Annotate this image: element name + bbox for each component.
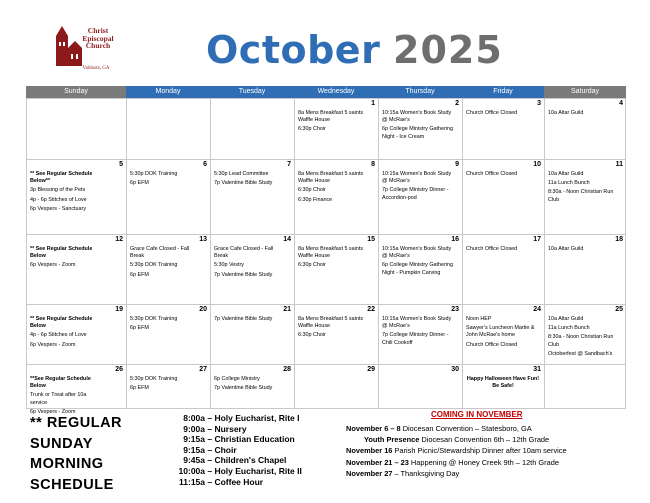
schedule-event: – Coffee Hour: [205, 476, 264, 487]
day-events: [30, 171, 104, 215]
day-number: 28: [283, 366, 291, 373]
coming-date: Youth Presence: [364, 435, 422, 445]
logo-line-2: Episcopal: [82, 33, 114, 43]
weekday-header-thursday: Thursday: [378, 86, 462, 98]
calendar-event: 4p - 6p Stitches of Love: [30, 196, 87, 203]
schedule-time: 11:15a: [179, 476, 205, 487]
day-events: [130, 376, 204, 394]
calendar-day-cell: [210, 364, 294, 408]
day-events: [130, 171, 204, 189]
calendar-day-cell: [294, 364, 378, 408]
calendar-day-cell: [126, 304, 210, 364]
coming-date: November 27: [346, 468, 395, 478]
calendar-event: 6p EFM: [130, 271, 149, 278]
calendar-day-cell: [294, 98, 378, 159]
calendar-day-cell: [210, 234, 294, 304]
calendar-day-cell: [462, 304, 544, 364]
day-number: 25: [615, 306, 623, 313]
day-number: 13: [199, 236, 207, 243]
day-events: [548, 246, 622, 255]
day-events: [548, 316, 622, 360]
calendar-event: 10a Altar Guild: [548, 316, 584, 322]
day-number: 14: [283, 236, 291, 243]
day-events: [30, 246, 104, 272]
coming-item: [346, 423, 567, 434]
day-number: 29: [367, 366, 375, 373]
day-events: [548, 171, 622, 206]
schedule-item: [162, 413, 302, 424]
day-number: 30: [451, 366, 459, 373]
schedule-item: [162, 477, 302, 488]
day-number: 31: [533, 366, 541, 373]
day-events: [382, 246, 456, 279]
calendar-day-cell: [126, 159, 210, 234]
month-title: October: [206, 28, 381, 72]
day-number: 15: [367, 236, 375, 243]
logo-line-1: Christ: [87, 26, 109, 35]
day-events: [214, 376, 288, 394]
calendar-event: 6p EFM: [130, 180, 149, 187]
logo-name: [68, 27, 128, 50]
schedule-item: [162, 445, 302, 456]
calendar-event: 6:30p Choir: [298, 332, 326, 339]
coming-date: November 21 – 23: [346, 457, 411, 467]
calendar-day-cell: [26, 364, 126, 415]
day-number: 26: [115, 366, 123, 373]
day-events: [30, 376, 104, 418]
calendar-day-cell: [544, 159, 626, 234]
calendar-event: 6p Vespers - Sanctuary: [30, 205, 87, 212]
calendar-event: 6p EFM: [130, 325, 149, 332]
calendar-event: 7p Valentine Bible Study: [214, 385, 273, 392]
day-number: 17: [533, 236, 541, 243]
calendar-event: Grace Cafe Closed - Fall Break: [130, 246, 190, 260]
calendar-day-cell: [544, 364, 626, 408]
coming-text: Diocesan Convention 6th – 12th Grade: [421, 435, 550, 445]
calendar-day-cell: [294, 304, 378, 364]
day-events: [298, 110, 372, 136]
day-number: 24: [533, 306, 541, 313]
calendar-event: Grace Cafe Closed - Fall Break: [214, 246, 274, 260]
regular-schedule-title: [30, 413, 122, 495]
schedule-event: – Christian Education: [205, 434, 295, 445]
day-number: 10: [533, 161, 541, 168]
calendar-event: 6:30p Choir: [298, 262, 326, 269]
coming-date: November 6 – 8: [346, 424, 403, 433]
calendar-event: 7p College Ministry Dinner - Chili Cookoff: [382, 332, 449, 346]
calendar-day-cell: [462, 98, 544, 159]
regular-schedule-title-line: MORNING: [30, 456, 104, 472]
schedule-event: – Holy Eucharist, Rite I: [205, 413, 300, 423]
calendar-event: 6:30p Finance: [298, 196, 333, 203]
day-number: 6: [203, 161, 207, 168]
calendar-event: 10a Altar Guild: [548, 246, 584, 252]
calendar-day-cell: [462, 234, 544, 304]
schedule-time: 9:00a: [183, 423, 205, 434]
calendar-day-cell: [378, 234, 462, 304]
grid-line: [26, 408, 626, 409]
calendar-day-cell: [378, 98, 462, 159]
calendar-event: 11a Lunch Bunch: [548, 180, 590, 187]
calendar-event: Church Office Closed: [466, 110, 518, 116]
calendar-event: ** See Regular Schedule Below: [30, 246, 93, 260]
day-events: [382, 171, 456, 204]
coming-title: COMING IN NOVEMBER: [431, 410, 523, 419]
calendar-day-cell: [210, 159, 294, 234]
calendar-event: 7p Valentine Bible Study: [214, 271, 273, 278]
day-number: 8: [371, 161, 375, 168]
day-events: [298, 316, 372, 342]
schedule-time: 9:15a: [183, 444, 205, 455]
calendar-event: 8a Mens Breakfast 5 saints Waffle House: [298, 110, 364, 124]
calendar-event: Church Office Closed: [466, 246, 518, 252]
calendar-event: 5:30p DOK Training: [130, 316, 178, 322]
calendar-day-cell: [26, 234, 126, 304]
calendar-day-cell: [210, 98, 294, 159]
calendar-day-cell: [544, 304, 626, 364]
weekday-header-friday: Friday: [462, 86, 544, 98]
day-number: 4: [619, 100, 623, 107]
calendar-day-cell: [378, 159, 462, 234]
year-title: 2025: [393, 28, 503, 72]
calendar-day-cell: [26, 304, 126, 364]
schedule-event: – Holy Eucharist, Rite II: [205, 465, 302, 476]
schedule-event: – Children's Chapel: [205, 455, 287, 466]
calendar-day-cell: [378, 304, 462, 364]
calendar-event: Trunk or Treat after 10a service: [30, 392, 87, 406]
calendar-event: 5:30p Lead Committee: [214, 171, 269, 177]
calendar-day-cell: [126, 364, 210, 408]
calendar-event: 6p EFM: [130, 385, 149, 392]
day-number: 2: [455, 100, 459, 107]
calendar-day-cell: [294, 159, 378, 234]
day-number: 21: [283, 306, 291, 313]
schedule-time: 10:00a: [178, 465, 205, 476]
calendar-event: 8a Mens Breakfast 5 saints Waffle House: [298, 171, 364, 185]
calendar-day-cell: [26, 159, 126, 234]
day-events: [298, 246, 372, 272]
coming-item: [346, 445, 567, 456]
day-number: 22: [367, 306, 375, 313]
calendar-event: Church Office Closed: [466, 341, 518, 348]
day-events: [466, 376, 540, 392]
schedule-item: [162, 424, 302, 435]
day-events: [298, 171, 372, 206]
calendar-event: 7p College Ministry Dinner - Accordion-pod: [382, 187, 449, 201]
calendar-event: 6p College Ministry Gathering Night - Ice Cream: [382, 126, 454, 140]
calendar-day-cell: [26, 98, 126, 159]
day-events: [548, 110, 622, 119]
calendar-event: 5:30p DOK Training: [130, 171, 178, 177]
calendar-event: 6:30p Choir: [298, 187, 326, 194]
calendar-event: Church Office Closed: [466, 171, 518, 177]
calendar-day-cell: [544, 98, 626, 159]
calendar-event: 7p Valentine Bible Study: [214, 180, 273, 187]
schedule-event: – Nursery: [205, 423, 247, 434]
day-events: [466, 316, 540, 351]
calendar-day-cell: [462, 159, 544, 234]
calendar-event: Octoberfest @ Sandbach's: [548, 350, 613, 357]
calendar-event: Sawyer's Luncheon Martie & John McRae's home: [466, 325, 535, 339]
day-number: 11: [615, 161, 623, 168]
coming-date: November 16: [346, 446, 395, 456]
calendar-event: 10:15a Women's Book Study @ McRae's: [382, 316, 452, 330]
day-events: [214, 316, 288, 325]
calendar-event: 10:15a Women's Book Study @ McRae's: [382, 110, 452, 124]
calendar-event: 10a Altar Guild: [548, 171, 584, 177]
schedule-item: [162, 455, 302, 466]
regular-schedule-title-line: SUNDAY: [30, 435, 93, 452]
calendar-event: ** See Regular Schedule Below**: [30, 171, 93, 185]
regular-schedule-title-line: SCHEDULE: [30, 476, 114, 493]
schedule-time: 8:00a: [183, 413, 205, 423]
day-events: [466, 246, 540, 255]
day-number: 7: [287, 161, 291, 168]
coming-item: [346, 434, 567, 445]
day-events: [382, 316, 456, 349]
day-number: 16: [451, 236, 459, 243]
coming-item: [346, 468, 567, 479]
calendar-event: 8:30a - Noon Christian Run Club: [548, 334, 614, 348]
calendar-event: 11a Lunch Bunch: [548, 325, 590, 332]
calendar-day-cell: [544, 234, 626, 304]
calendar-event: 6p College Ministry: [214, 376, 260, 382]
calendar-day-cell: [294, 234, 378, 304]
day-number: 9: [455, 161, 459, 168]
calendar-event: 3p Blessing of the Pets: [30, 187, 86, 194]
day-events: [130, 316, 204, 334]
day-number: 23: [451, 306, 459, 313]
regular-schedule-title-line: ** REGULAR: [30, 415, 123, 431]
logo-line-3: Church: [85, 41, 111, 50]
calendar-event: 10:15a Women's Book Study @ McRae's: [382, 246, 452, 260]
day-events: [466, 171, 540, 180]
schedule-time: 9:15a: [183, 434, 205, 445]
day-events: [30, 316, 104, 351]
day-events: [130, 246, 204, 281]
logo-location: Valdosta, GA: [82, 66, 110, 71]
weekday-header-monday: Monday: [126, 86, 210, 98]
day-number: 5: [119, 161, 123, 168]
calendar-event: 6p Vespers - Zoom: [30, 341, 76, 348]
day-events: [382, 110, 456, 143]
calendar-event: 6p Vespers - Zoom: [30, 262, 76, 269]
weekday-header-sunday: Sunday: [26, 86, 126, 98]
day-number: 3: [537, 100, 541, 107]
calendar-day-cell: [210, 304, 294, 364]
coming-text: – Thanksgiving Day: [394, 468, 460, 478]
coming-item: [346, 457, 567, 468]
calendar-day-cell: [126, 234, 210, 304]
calendar-event: 6p Vespers - Zoom: [30, 408, 76, 415]
calendar-event: **See Regular Schedule Below: [30, 376, 91, 390]
calendar-day-cell: [378, 364, 462, 408]
calendar-event: 8:30a - Noon Christian Run Club: [548, 189, 614, 203]
calendar-event: 10:15a Women's Book Study @ McRae's: [382, 171, 452, 185]
calendar-event: Happy Halloween Have Fun! Be Safe!: [466, 376, 540, 390]
calendar-event: 5:30p DOK Training: [130, 262, 178, 269]
weekday-header-saturday: Saturday: [544, 86, 626, 98]
calendar-event: 7p Valentine Bible Study: [214, 316, 273, 322]
day-events: [214, 171, 288, 189]
day-number: 12: [115, 236, 123, 243]
day-number: 19: [115, 306, 123, 313]
day-events: [214, 246, 288, 281]
day-number: 1: [371, 100, 375, 107]
weekday-header-wednesday: Wednesday: [294, 86, 378, 98]
calendar-event: ** See Regular Schedule Below: [30, 316, 93, 330]
calendar-event: 6p College Ministry Gathering Night - Pumpkin Carving: [382, 262, 454, 276]
weekday-header-tuesday: Tuesday: [210, 86, 294, 98]
day-number: 27: [199, 366, 207, 373]
coming-text: Diocesan Convention – Statesboro, GA: [402, 424, 532, 433]
calendar-event: 8a Mens Breakfast 5 saints Waffle House: [298, 246, 364, 260]
calendar-event: 8a Mens Breakfast 5 saints Waffle House: [298, 316, 364, 330]
calendar-event: 6:30p Choir: [298, 126, 326, 133]
day-number: 18: [615, 236, 623, 243]
day-events: [466, 110, 540, 119]
day-number: 20: [199, 306, 207, 313]
schedule-item: [162, 434, 302, 445]
calendar-event: Noon HEP: [466, 316, 492, 322]
calendar-event: 4p - 6p Stitches of Love: [30, 332, 87, 339]
calendar-day-cell: [462, 364, 544, 408]
schedule-item: [162, 466, 302, 477]
coming-list: [346, 423, 567, 479]
calendar-event: 5:30p DOK Training: [130, 376, 178, 382]
calendar-event: 10a Altar Guild: [548, 110, 584, 116]
regular-schedule-list: [162, 413, 302, 487]
calendar-event: 5:30p Vestry: [214, 262, 244, 269]
schedule-time: 9:45a: [183, 455, 205, 466]
coming-text: Parish Picnic/Stewardship Dinner after 10am service: [394, 446, 567, 456]
coming-text: Happening @ Honey Creek 9th – 12th Grade: [410, 457, 559, 467]
calendar-day-cell: [126, 98, 210, 159]
schedule-event: – Choir: [205, 444, 237, 455]
